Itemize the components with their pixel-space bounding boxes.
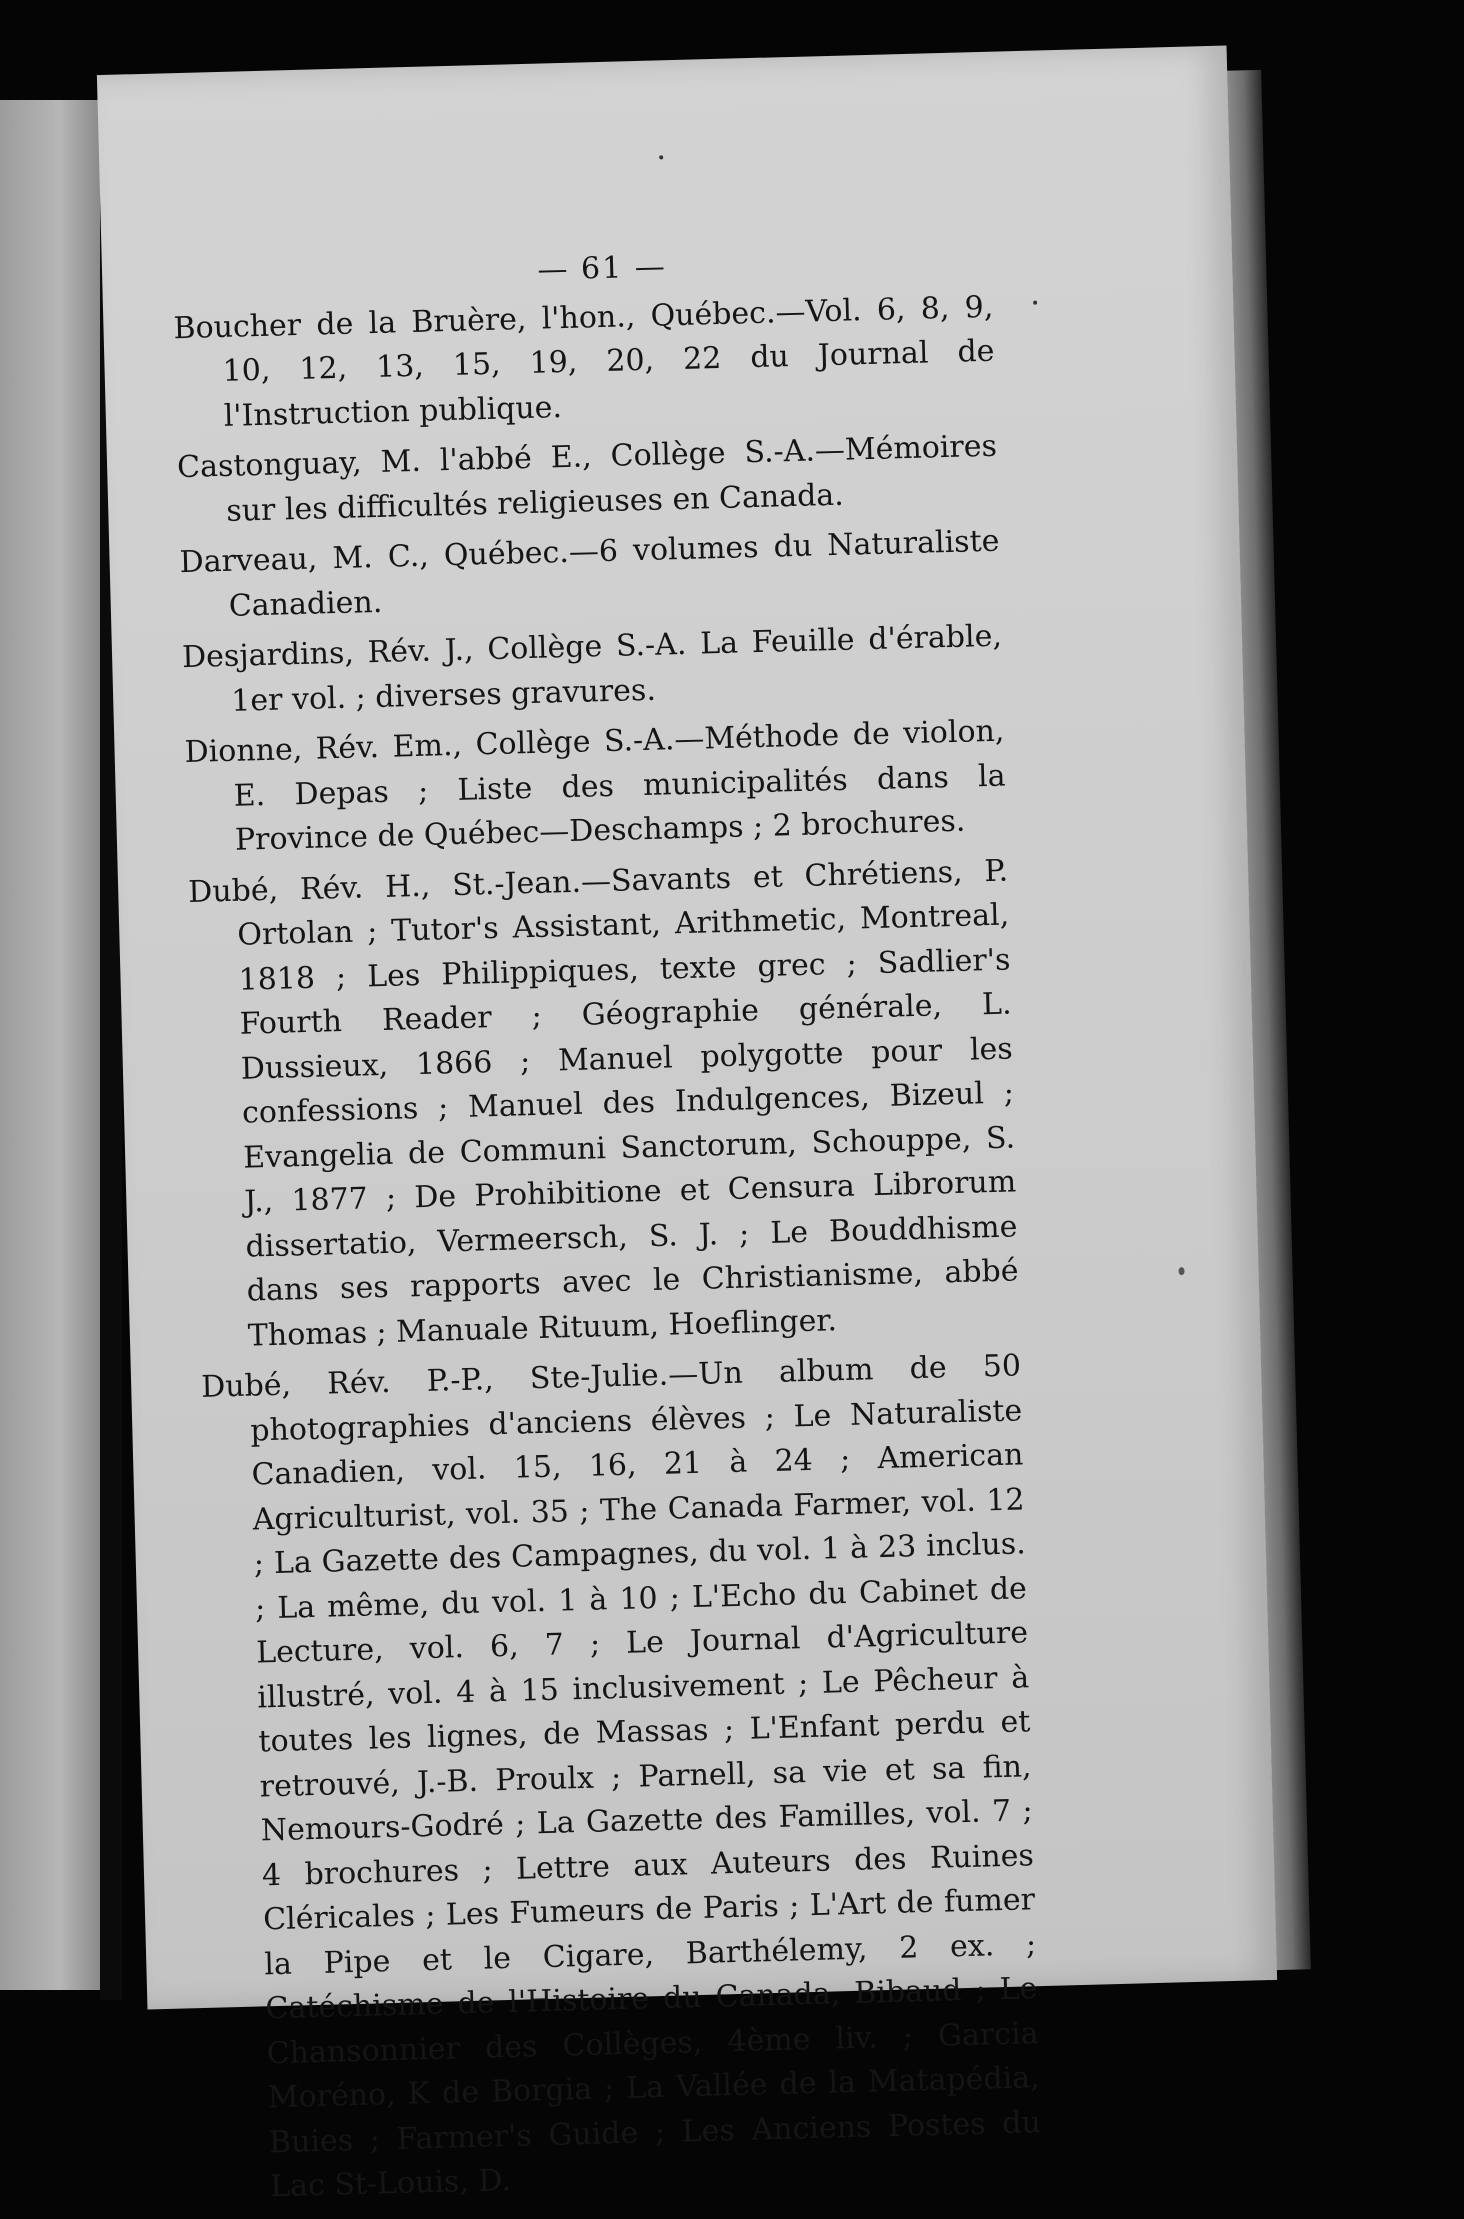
book-page <box>97 46 1277 2205</box>
donor-entry-dube-h: Dubé, Rév. H., St.-Jean.—Savants et Chrétiens, P. Ortolan ; Tutor's Assistant, Arithmetic, Montreal, 1818 ; Les Philippiques, texte grec ; Sadlier's Fourth Reader ; Géographie générale, L. Dussieux, 1866 ; Manuel polygotte pour les confessions ; Manuel des Indulgences, Bizeul ; Evangelia de Communi Sanctorum, Schouppe, S. J., 1877 ; De Prohibitione et Censura Librorum dissertatio, Vermeersch, S. J. ; Le Bouddhisme dans ses rapports avec le Christianisme, abbé Thomas ; Manuale Rituum, Hoeflinger. <box>187 853 1019 1354</box>
donor-entry-dionne: Dionne, Rév. Em., Collège S.-A.—Méthode de violon, E. Depas ; Liste des municipalités dans la Province de Québec—Deschamps ; 2 brochures. <box>184 713 1006 858</box>
page-number: — 61 — <box>537 249 668 288</box>
donor-entry-desjardins: Desjardins, Rév. J., Collège S.-A. La Feuille d'érable, 1er vol. ; diverses gravures. <box>181 618 1003 719</box>
paper-speck <box>1033 301 1037 305</box>
previous-page-edge <box>0 100 100 1990</box>
donor-entry-darveau: Darveau, M. C., Québec.—6 volumes du Naturaliste Canadien. <box>179 523 1000 624</box>
donor-entry-castonguay: Castonguay, M. l'abbé E., Collège S.-A.—Mémoires sur les difficultés religieuses en Canada. <box>176 428 998 529</box>
paper-speck <box>659 155 663 159</box>
paper-speck <box>1178 1267 1184 1275</box>
donor-entry-dube-pp: Dubé, Rév. P.-P., Ste-Julie.—Un album de 50 photographies d'anciens élèves ; Le Naturaliste Canadien, vol. 15, 16, 21 à 24 ; American Agriculturist, vol. 35 ; The Canada Farmer, vol. 12 ; La Gazette des Campagnes, du vol. 1 à 23 inclus. ; La même, du vol. 1 à 10 ; L'Echo du Cabinet de Lecture, vol. 6, 7 ; Le Journal d'Agriculture illustré, vol. 4 à 15 inclusivement ; Le Pêcheur à toutes les lignes, de Massas ; L'Enfant perdu et retrouvé, J.-B. Proulx ; Parnell, sa vie et sa fin, Nemours-Godré ; La Gazette des Familles, vol. 7 ; 4 brochures ; Lettre aux Auteurs des Ruines Cléricales ; Les Fumeurs de Paris ; L'Art de fumer la Pipe et le Cigare, Barthélemy, 2 ex. ; Catéchisme de l'Histoire du Canada, Bibaud ; Le Chansonnier des Collèges, 4ème liv. ; Garcia Moréno, K de Borgia ; La Vallée de la Matapédia, Buies ; Farmer's Guide ; Les Anciens Postes du Lac St-Louis, D. <box>200 1348 1042 2205</box>
page-text <box>172 237 1043 2217</box>
donor-entry-boucher: Boucher de la Bruère, l'hon., Québec.—Vol. 6, 8, 9, 10, 12, 13, 15, 19, 20, 22 du Journal de l'Instruction publique. <box>173 289 995 434</box>
